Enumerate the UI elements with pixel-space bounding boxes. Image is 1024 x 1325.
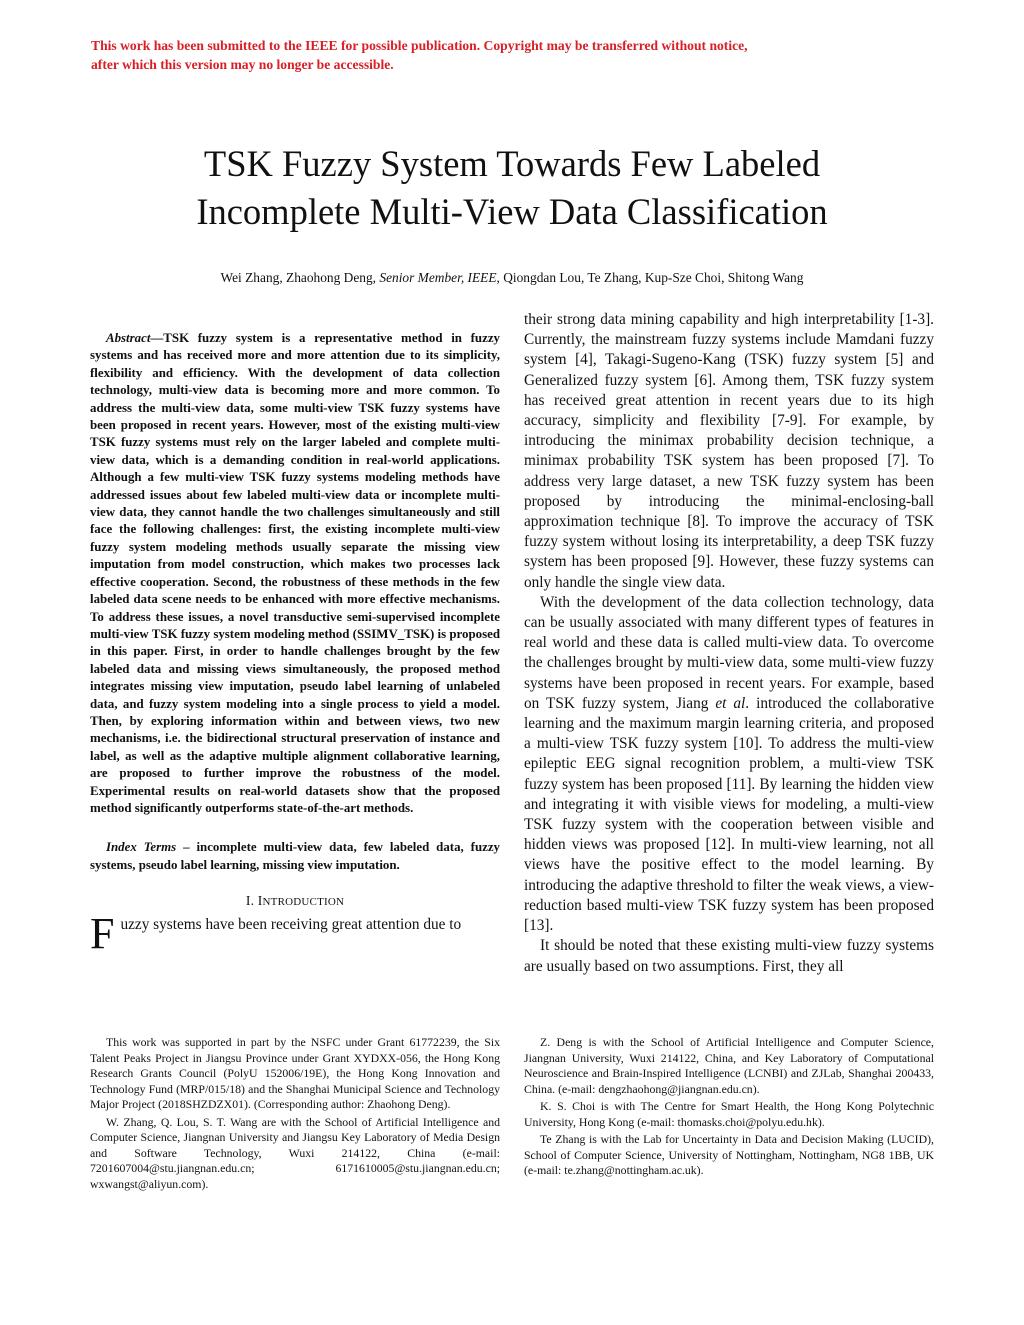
- p2-text-before: With the development of the data collection technology, data can be usually associated with many different types of features in real world and these data is called multi-view data. To overcome the challenges brought by multi-view data, some multi-view fuzzy systems have been proposed in recent years. For example, based on TSK fuzzy system, Jiang: [524, 593, 934, 712]
- intro-paragraph: [90, 909, 500, 959]
- notice-line-2: after which this version may no longer be accessible.: [91, 57, 394, 72]
- notice-line-1: This work has been submitted to the IEEE for possible publication. Copyright may be transferred without notice,: [91, 38, 748, 53]
- drop-cap: F: [90, 909, 115, 959]
- authors-after-role: , Qiongdan Lou, Te Zhang, Kup-Sze Choi, Shitong Wang: [496, 270, 804, 285]
- paper-title: [100, 140, 924, 236]
- footnote-choi: K. S. Choi is with The Centre for Smart Health, the Hong Kong Polytechnic University, Hong Kong (e-mail: thomasks.choi@polyu.edu.hk).: [524, 1099, 934, 1129]
- footnote-funding: This work was supported in part by the NSFC under Grant 61772239, the Six Talent Peaks Project in Jiangsu Province under Grant XYDXX-056, the Hong Kong Research Grants Council (PolyU 152006/19E), the Hong Kong Innovation and Technology Fund (MRP/015/18) and the Shanghai Municipal Science and Technology Major Project (2018SHZDZX01). (Corresponding author: Zhaohong Deng).: [90, 1035, 500, 1111]
- p2-text-after: . introduced the collaborative learning and the maximum margin learning criteria, and proposed a multi-view TSK fuzzy system [10]. To address the multi-view epileptic EEG signal recognition problem, a multi-view TSK fuzzy system has been proposed [11]. By learning the hidden view and integrating it with visible views for modeling, a multi-view TSK fuzzy system with the cooperation between visible and hidden views was proposed [12]. In multi-view learning, not all views have the positive effect to the model learning. By introducing the adaptive threshold to filter the weak views, a view-reduction based multi-view TSK fuzzy system has been proposed [13].: [524, 694, 934, 935]
- authors-before-role: Wei Zhang, Zhaohong Deng,: [220, 270, 380, 285]
- abstract-label: Abstract: [106, 331, 151, 345]
- footnote-deng: Z. Deng is with the School of Artificial Intelligence and Computer Science, Jiangnan University, Wuxi 214122, China, and Key Laboratory of Computational Neuroscience and Brain-Inspired Intelligence (LCNBI) and ZJLab, Shanghai 200433, China. (e-mail: dengzhaohong@jiangnan.edu.cn).: [524, 1035, 934, 1096]
- index-terms: [90, 839, 500, 874]
- footnote-te-zhang: Te Zhang is with the Lab for Uncertainty in Data and Decision Making (LUCID), School of Computer Science, University of Nottingham, Nottingham, NG8 1BB, UK (e-mail: te.zhang@nottingham.ac.uk).: [524, 1132, 934, 1177]
- title-line-2: Incomplete Multi-View Data Classification: [196, 191, 828, 232]
- left-column: [90, 330, 500, 959]
- author-role: Senior Member, IEEE: [379, 270, 497, 285]
- abstract: [90, 330, 500, 817]
- author-list: [90, 270, 934, 286]
- section-first-letter: I: [257, 893, 263, 909]
- body-paragraph-3: It should be noted that these existing multi-view fuzzy systems are usually based on two assumptions. First, they all: [524, 937, 934, 975]
- section-title-rest: NTRODUCTION: [262, 896, 345, 909]
- index-terms-text: – incomplete multi-view data, few labeled data, fuzzy systems, pseudo label learning, missing view imputation.: [90, 840, 500, 872]
- body-paragraph-1: their strong data mining capability and high interpretability [1-3]. Currently, the mainstream fuzzy systems include Mamdani fuzzy system [4], Takagi-Sugeno-Kang (TSK) fuzzy system [5] and Generalized fuzzy system [6]. Among them, TSK fuzzy system has received great attention in recent years due to its high accuracy, simplicity and flexibility [7-9]. For example, by introducing the minimax probability decision technique, a minimax probability TSK system has been proposed [7]. To address very large dataset, a new TSK fuzzy system has been proposed by introducing the minimal-enclosing-ball approximation technique [8]. To improve the accuracy of TSK fuzzy system without losing its interpretability, a deep TSK fuzzy system has been proposed [9]. However, these fuzzy systems can only handle the single view data.: [524, 311, 934, 591]
- footnotes-right: [524, 1035, 934, 1181]
- title-line-1: TSK Fuzzy System Towards Few Labeled: [203, 143, 821, 184]
- right-column: [524, 310, 934, 977]
- body-paragraph-2: [524, 593, 934, 936]
- footnote-affiliation-jiangnan: W. Zhang, Q. Lou, S. T. Wang are with the School of Artificial Intelligence and Computer Science, Jiangnan University and Jiangsu Key Laboratory of Media Design and Software Technology, Wuxi 214122, China (e-mail: 7201607004@stu.jiangnan.edu.cn; 6171610005@stu.jiangnan.edu.cn; wxwangst@aliyun.com).: [90, 1114, 500, 1191]
- abstract-text: —TSK fuzzy system is a representative method in fuzzy systems and has received more and more attention due to its simplicity, flexibility and efficiency. With the development of data collection technology, multi-view data is becoming more and more common. To address the multi-view data, some multi-view TSK fuzzy systems have been proposed in recent years. However, most of the existing multi-view TSK fuzzy systems must rely on the larger labeled and complete multi-view data, which is a demanding condition in real-world applications. Although a few multi-view TSK fuzzy systems modeling methods have addressed issues about few labeled multi-view data or incomplete multi-view data, they cannot handle the two challenges simultaneously and still face the following challenges: first, the existing incomplete multi-view fuzzy system modeling methods usually separate the missing view imputation from model construction, which makes two processes lack effective cooperation. Second, the robustness of these methods in the few labeled data scene needs to be enhanced with more effective mechanisms. To address these issues, a novel transductive semi-supervised incomplete multi-view TSK fuzzy system modeling method (SSIMV_TSK) is proposed in this paper. First, in order to handle challenges brought by the few labeled data and missing views simultaneously, the proposed method integrates missing view imputation, pseudo label learning of unlabeled data, and fuzzy system modeling into a single process to yield a model. Then, by exploring information within and between views, two new mechanisms, i.e. the bidirectional structural preservation of instance and label, as well as the adaptive multiple alignment collaborative learning, are proposed to further improve the robustness of the model. Experimental results on real-world datasets show that the proposed method significantly outperforms state-of-the-art methods.: [90, 331, 500, 815]
- ieee-submission-notice: [91, 36, 941, 74]
- index-terms-label: Index Terms: [106, 840, 177, 855]
- section-numeral: I.: [245, 893, 258, 909]
- footnotes-left: [90, 1035, 500, 1194]
- section-heading-introduction: [90, 893, 500, 909]
- intro-text: uzzy systems have been receiving great attention due to: [120, 916, 462, 934]
- p2-et-al: et al: [715, 694, 746, 712]
